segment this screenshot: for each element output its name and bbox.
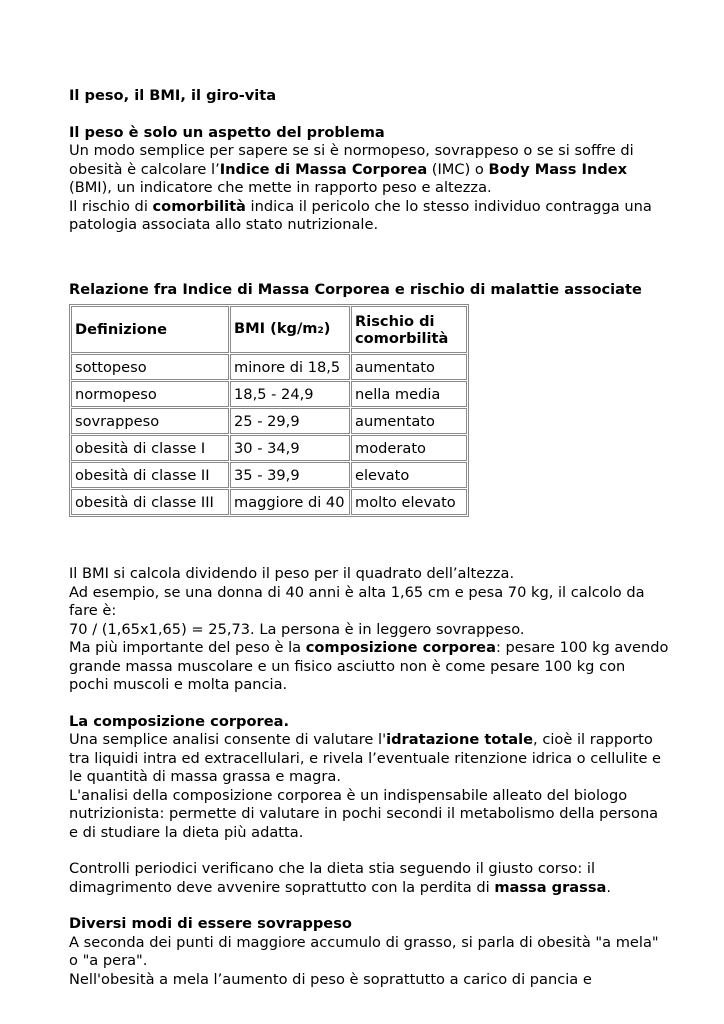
cell-risk: aumentato — [351, 354, 467, 380]
header-definizione: Definizione — [71, 306, 229, 353]
cell-bmi: 25 - 29,9 — [230, 408, 350, 434]
table-row — [71, 408, 467, 434]
cell-definition: sovrappeso — [71, 408, 229, 434]
table-row — [71, 435, 467, 461]
cell-definition: normopeso — [71, 381, 229, 407]
paragraph-hydration: Una semplice analisi consente di valutare l'idratazione totale, cioè il rapporto tra liquidi intra ed extracellulari, e rivela l’eventuale ritenzione idrica o cellulite e le quantità di massa grassa e magra. — [69, 731, 662, 785]
paragraph-bmi-intro: Un modo semplice per sapere se si è normopeso, sovrappeso o se si soffre di obesità è calcolare l’Indice di Massa Corporea (IMC) o Body Mass Index (BMI), un indicatore che mette in rapporto peso e altezza. — [69, 142, 634, 196]
paragraph-obesity-types: A seconda dei punti di maggiore accumulo di grasso, si parla di obesità "a mela" o "a pera". — [69, 933, 659, 969]
table-row — [71, 489, 467, 515]
cell-risk: moderato — [351, 435, 467, 461]
section-heading-sovrappeso: Diversi modi di essere sovrappeso — [69, 915, 352, 932]
cell-definition: obesità di classe I — [71, 435, 229, 461]
cell-definition: sottopeso — [71, 354, 229, 380]
cell-risk: aumentato — [351, 408, 467, 434]
cell-bmi: maggiore di 40 — [230, 489, 350, 515]
cell-definition: obesità di classe III — [71, 489, 229, 515]
table-header-row — [71, 306, 467, 353]
cell-bmi: 30 - 34,9 — [230, 435, 350, 461]
table-row — [71, 462, 467, 488]
cell-definition: obesità di classe II — [71, 462, 229, 488]
cell-risk: molto elevato — [351, 489, 467, 515]
table-row — [71, 381, 467, 407]
table-title: Relazione fra Indice di Massa Corporea e rischio di malattie associate — [69, 280, 642, 298]
bmi-table — [69, 304, 469, 517]
paragraph-bmi-calc: Il BMI si calcola dividendo il peso per il quadrato dell’altezza. — [69, 565, 515, 582]
paragraph-comorbidity: Il rischio di comorbilità indica il pericolo che lo stesso individuo contragga una patologia associata allo stato nutrizionale. — [69, 197, 652, 233]
cell-bmi: 35 - 39,9 — [230, 462, 350, 488]
page-title: Il peso, il BMI, il giro-vita — [69, 87, 277, 104]
cell-bmi: minore di 18,5 — [230, 354, 350, 380]
table-row — [71, 354, 467, 380]
paragraph-example: Ad esempio, se una donna di 40 anni è alta 1,65 cm e pesa 70 kg, il calcolo da fare è: — [69, 583, 645, 619]
paragraph-formula: 70 / (1,65x1,65) = 25,73. La persona è in leggero sovrappeso. — [69, 620, 525, 638]
cell-risk: elevato — [351, 462, 467, 488]
section-heading-composizione: La composizione corporea. — [69, 712, 289, 730]
document-body — [69, 87, 669, 989]
cell-risk: nella media — [351, 381, 467, 407]
paragraph-apple-obesity: Nell'obesità a mela l’aumento di peso è soprattutto a carico di pancia e — [69, 970, 592, 988]
paragraph-controls: Controlli periodici verificano che la dieta stia seguendo il giusto corso: il dimagrimento deve avvenire soprattutto con la perdita di massa grassa. — [69, 860, 612, 896]
section-heading-peso: Il peso è solo un aspetto del problema — [69, 123, 385, 141]
paragraph-analysis: L'analisi della composizione corporea è un indispensabile alleato del biologo nutrizionista: permette di valutare in pochi secondi il metabolismo della persona e di studiare la dieta più adatta. — [69, 786, 659, 841]
paragraph-composition-intro: Ma più importante del peso è la composizione corporea: pesare 100 kg avendo grande massa muscolare e un fisico asciutto non è come pesare 100 kg con pochi muscoli e molta pancia. — [69, 639, 669, 693]
cell-bmi: 18,5 - 24,9 — [230, 381, 350, 407]
header-bmi: BMI (kg/m2) — [230, 306, 350, 353]
header-rischio: Rischio di comorbilità — [351, 306, 467, 353]
